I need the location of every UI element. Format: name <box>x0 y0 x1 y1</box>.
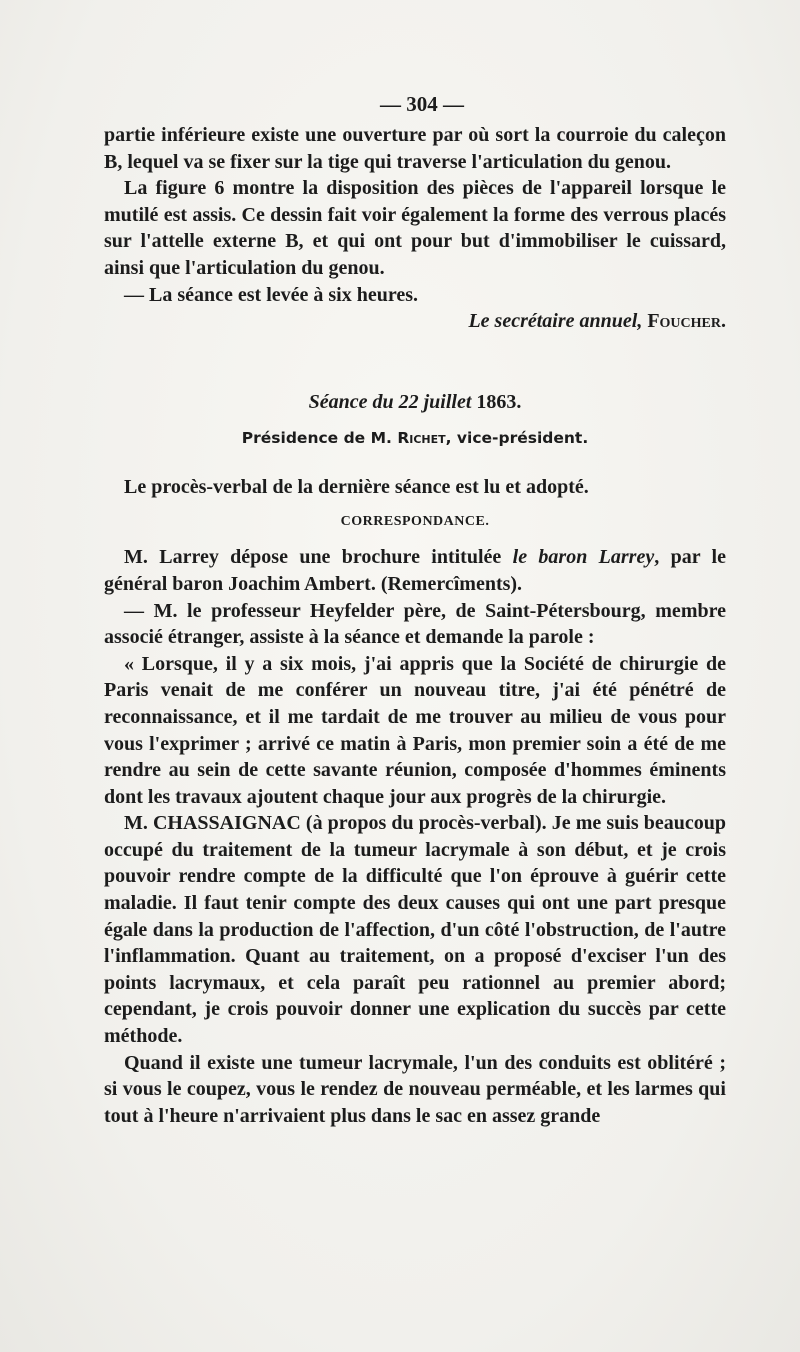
spacer <box>104 335 726 389</box>
presidency-name: Richet <box>397 428 446 447</box>
paragraph-figure-6: La figure 6 montre la disposition des pièces de l'appareil lorsque le mutilé est assis. Ce dessin fait voir également la forme des verrous placés sur l'attelle externe B, et qui ont pour but d'immobiliser le cuissard, ainsi que l'articulation du genou. <box>104 177 726 279</box>
signature-line <box>104 308 726 335</box>
paragraph-caleçon: partie inférieure existe une ouverture par où sort la courroie du caleçon B, lequel va se fixer sur la tige qui traverse l'articulation du genou. <box>104 124 726 173</box>
session-title-year: 1863. <box>476 390 522 413</box>
signature-name: Foucher. <box>647 310 726 333</box>
presidency-line <box>104 424 726 452</box>
larrey-book-title: le baron Larrey <box>512 546 655 569</box>
paragraph-minutes: Le procès-verbal de la dernière séance est lu et adopté. <box>124 475 589 498</box>
session-title-prefix: Séance du <box>308 390 394 413</box>
presidency-prefix: Présidence de M. <box>241 428 392 447</box>
speaker-chassaignac: M. CHASSAIGNAC <box>124 812 301 835</box>
spacer <box>104 500 726 508</box>
correspondence-heading: CORRESPONDANCE. <box>340 514 490 530</box>
paragraph-chassaignac <box>104 810 726 1049</box>
larrey-text-a: M. Larrey dépose une brochure intitulée <box>124 546 513 569</box>
paragraph-seance-levee: — La séance est levée à six heures. <box>124 283 419 306</box>
session-title <box>104 389 726 416</box>
paragraph-tumeur: Quand il existe une tumeur lacrymale, l'un des conduits est oblitéré ; si vous le coupez, vous le rendez de nouveau perméable, et les larmes qui tout à l'heure n'arrivaient plus dans le sac en assez grande <box>104 1051 726 1127</box>
chassaignac-text: (à propos du procès-verbal). Je me suis beaucoup occupé du traitement de la tumeur lacrymale à son début, et je crois pouvoir rendre compte de la difficulté que l'on éprouve à guérir cette maladie. Il faut tenir compte des deux causes qui ont une part presque égale dans la production de l'affection, d'un côté l'obstruction, de l'autre l'inflammation. Quant au traitement, on a proposé d'exciser l'un des points lacrymaux, et cela paraît peu rationnel au premier abord; cependant, je crois pouvoir donner une explication du succès par cette méthode. <box>104 812 726 1048</box>
paragraph-heyfelder: — M. le professeur Heyfelder père, de Saint-Pétersbourg, membre associé étranger, assiste à la séance et demande la parole : <box>104 599 726 649</box>
spacer <box>104 416 726 424</box>
page-text <box>104 90 726 1129</box>
spacer <box>104 536 726 544</box>
signature-role: Le secrétaire annuel, <box>468 310 643 333</box>
presidency-suffix: , vice-président. <box>445 428 589 447</box>
larrey-text-b: , par le général baron Joachim Ambert. (Remercîments). <box>104 546 726 595</box>
paragraph-quote: « Lorsque, il y a six mois, j'ai appris que la Société de chirurgie de Paris venait de me conférer un nouveau titre, j'ai été pénétré de reconnaissance, et il me tardait de me trouver au milieu de vous pour vous l'exprimer ; arrivé ce matin à Paris, mon premier soin a été de me rendre au sein de cette savante réunion, composée d'hommes éminents dont les travaux ajoutent chaque jour aux progrès de la chirurgie. <box>104 652 726 808</box>
session-title-date: 22 juillet <box>398 390 472 413</box>
spacer <box>104 452 726 474</box>
paragraph-larrey <box>104 544 726 597</box>
page-number: — 304 — <box>380 92 464 116</box>
